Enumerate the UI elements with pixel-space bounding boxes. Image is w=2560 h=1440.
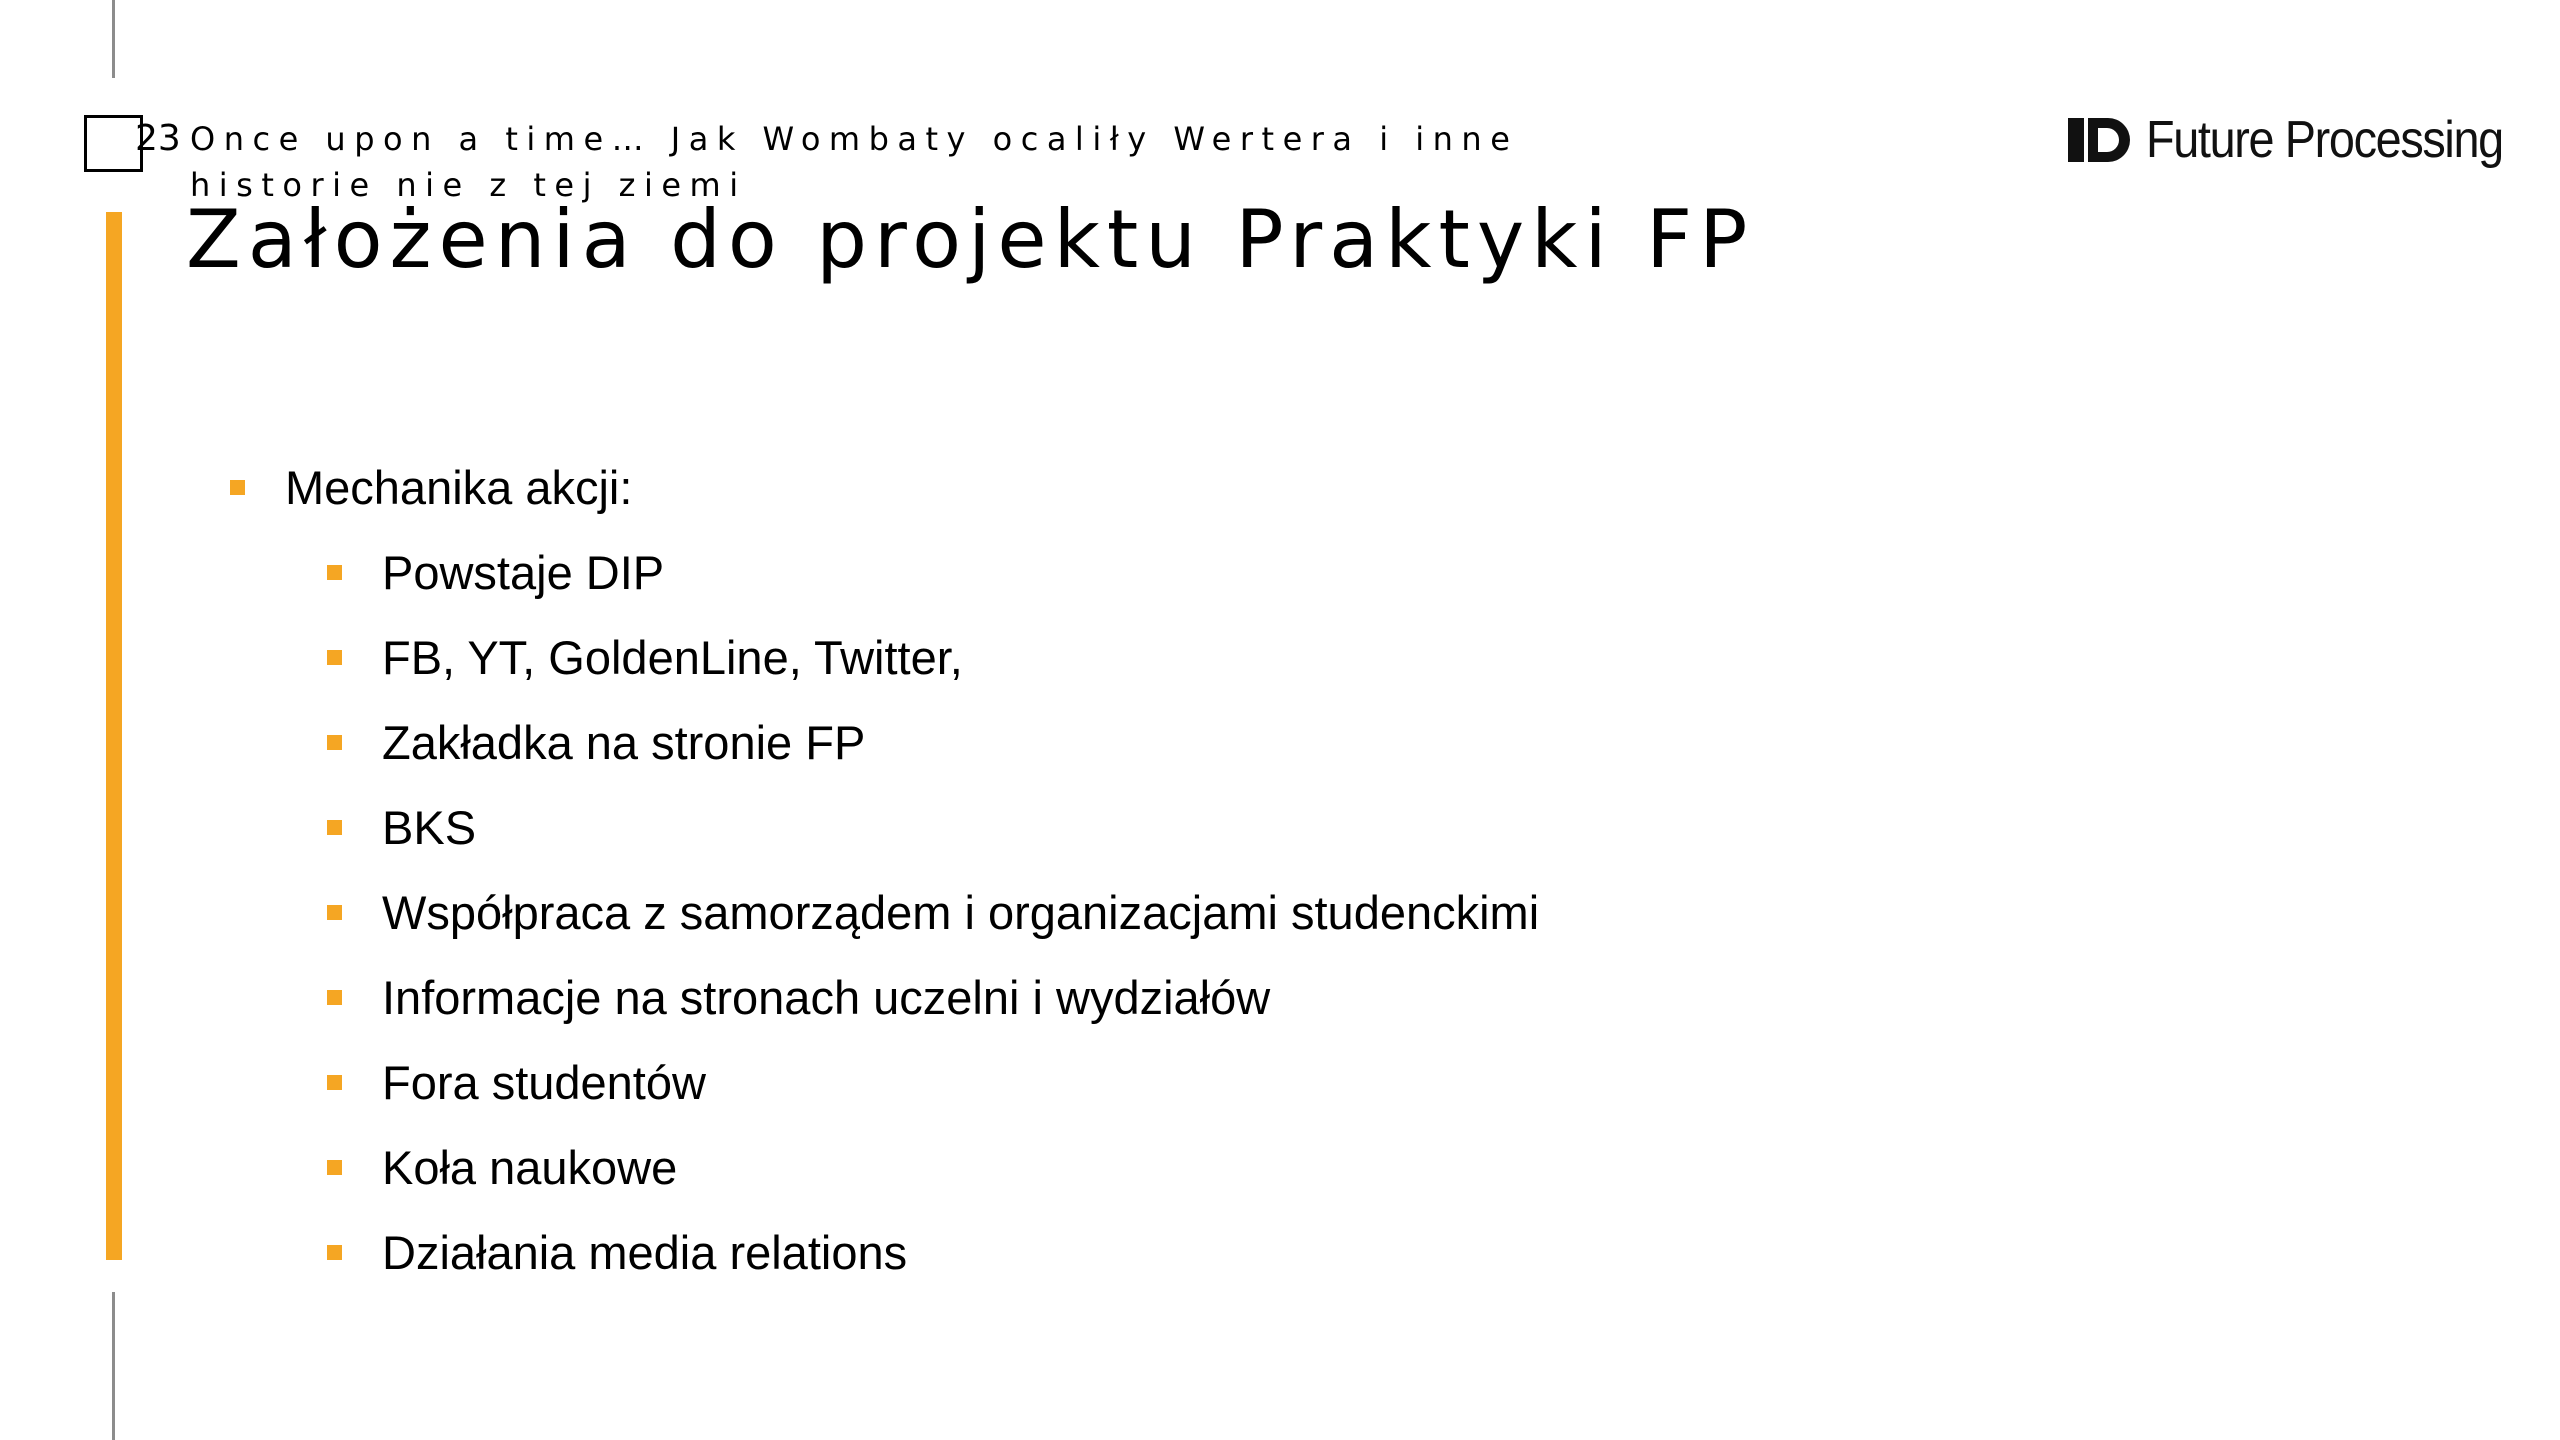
logo-text: Future Processing bbox=[2146, 111, 2503, 169]
bullet-square-icon bbox=[327, 1075, 342, 1090]
slide-number: 23 bbox=[135, 118, 181, 159]
vertical-line-top bbox=[112, 0, 115, 78]
bullet-square-icon bbox=[327, 820, 342, 835]
sub-bullet-text: Współpraca z samorządem i organizacjami studenckimi bbox=[382, 885, 1540, 939]
sub-bullet bbox=[327, 710, 865, 774]
sub-bullet bbox=[327, 1220, 907, 1284]
bullet-square-icon bbox=[230, 480, 245, 495]
sub-bullet-text: Fora studentów bbox=[382, 1055, 706, 1109]
sub-bullet-text: Informacje na stronach uczelni i wydziałów bbox=[382, 970, 1271, 1024]
bullet-square-icon bbox=[327, 565, 342, 580]
sub-bullet-text: Zakładka na stronie FP bbox=[382, 715, 866, 769]
sub-bullet bbox=[327, 795, 476, 859]
presentation-subtitle: Once upon a time… Jak Wombaty ocaliły Wertera i inne historie nie z tej ziemi bbox=[190, 120, 1519, 204]
sub-bullet bbox=[327, 540, 664, 604]
sub-bullet-text: Działania media relations bbox=[382, 1225, 908, 1279]
sub-bullet-text: Powstaje DIP bbox=[382, 545, 665, 599]
accent-bar bbox=[106, 212, 122, 1260]
bullet-square-icon bbox=[327, 990, 342, 1005]
bullet-square-icon bbox=[327, 735, 342, 750]
slide-title: Założenia do projektu Praktyki FP bbox=[186, 193, 1755, 286]
vertical-line-bottom bbox=[112, 1292, 115, 1440]
main-bullet-text: Mechanika akcji: bbox=[285, 460, 633, 514]
sub-bullet bbox=[327, 625, 963, 689]
sub-bullet-text: BKS bbox=[382, 800, 477, 854]
future-processing-logo-mark-icon bbox=[2068, 118, 2130, 162]
sub-bullet bbox=[327, 1135, 677, 1199]
sub-bullet bbox=[327, 880, 1539, 944]
sub-bullet-text: FB, YT, GoldenLine, Twitter, bbox=[382, 630, 963, 684]
bullet-square-icon bbox=[327, 650, 342, 665]
sub-bullet-text: Koła naukowe bbox=[382, 1140, 678, 1194]
bullet-square-icon bbox=[327, 905, 342, 920]
bullet-square-icon bbox=[327, 1245, 342, 1260]
company-logo bbox=[2068, 110, 2542, 170]
main-bullet bbox=[230, 455, 632, 519]
bullet-square-icon bbox=[327, 1160, 342, 1175]
sub-bullet bbox=[327, 1050, 706, 1114]
sub-bullet bbox=[327, 965, 1270, 1029]
